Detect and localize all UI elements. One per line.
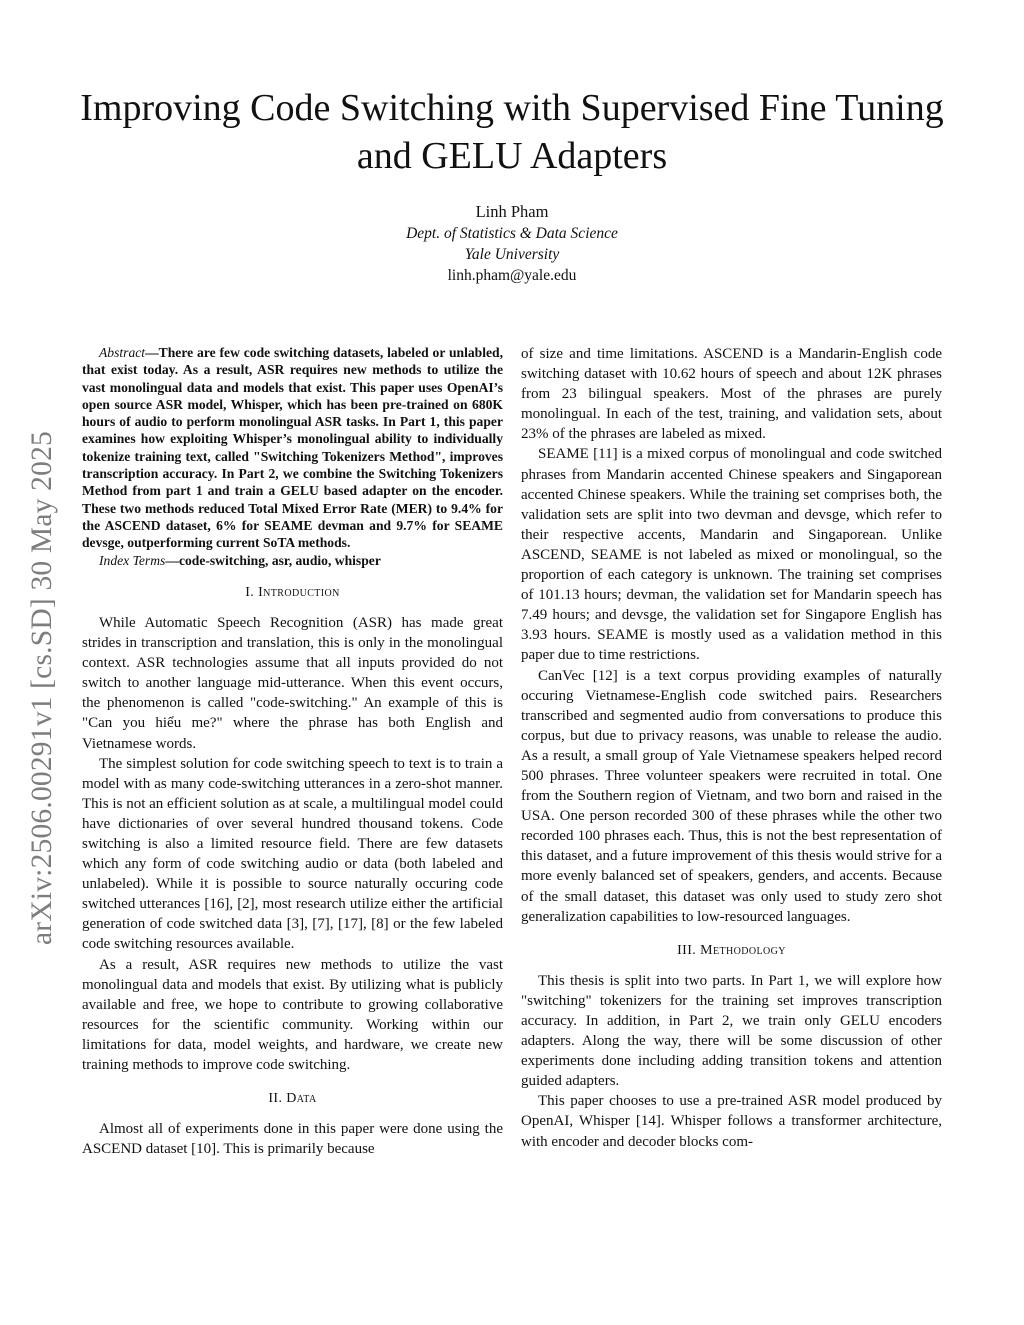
abstract: Abstract—There are few code switching datasets, labeled or unlabled, that exist today. As a result, ASR requires new methods to utilize the vast monolingual data and models that exist. This paper uses OpenAI’s open source ASR model, Whisper, which has been pre-trained on 680K hours of audio to perform monolingual ASR tasks. In Part 1, this paper examines how exploiting Whisper’s monolingual ability to individually tokenize training text, called "Switching Tokenizers Method", improves transcription accuracy. In Part 2, we combine the Switching Tokenizers Method from part 1 and train a GELU based adapter on the encoder. These two methods reduced Total Mixed Error Rate (MER) to 9.4% for the ASCEND dataset, 6% for SEAME devman and 9.7% for SEAME devsge, outperforming current SoTA methods. <box>82 345 503 551</box>
paper-title: Improving Code Switching with Supervised Fine Tuning and GELU Adapters <box>80 87 944 177</box>
paragraph-intro-1: While Automatic Speech Recognition (ASR) has made great strides in transcription and translation, this is only in the monolingual context. ASR technologies assume that all inputs provided do not switch to another language mid-utterance. When this event occurs, the phenomenon is called "code-switching." An example of this is "Can you hiểu me?" where the phrase has both English and Vietnamese words. <box>82 614 503 752</box>
paragraph-data-1: Almost all of experiments done in this paper were done using the ASCEND dataset [10]. This is primarily because <box>82 1121 503 1158</box>
paragraph-method-2: This paper chooses to use a pre-trained ASR model produced by OpenAI, Whisper [14]. Whisper follows a transformer architecture, with encoder and decoder blocks com- <box>521 1093 942 1150</box>
abstract-lead: Abstract <box>99 345 146 360</box>
paragraph-canvec: CanVec [12] is a text corpus providing examples of naturally occuring Vietnamese-English code switched pairs. Researchers transcribed and segmented audio from conversations to produce this corpus, but due to privacy reasons, was unable to release the audio. As a result, a small group of Yale Vietnamese speakers helped record 500 phrases. Three volunteer speakers were recruited in total. One from the Southern region of Vietnam, and two born and raised in the USA. One person recorded 300 of these phrases while the other two recorded 100 phrases each. Thus, this is not the best representation of this dataset, and a future improvement of this thesis would strive for a more evenly balanced set of speakers, genders, and accents. Because of the small dataset, this dataset was only used to study zero shot generalization capabilities to low-resourced languages. <box>521 667 942 925</box>
abstract-text: There are few code switching datasets, labeled or unlabled, that exist today. As a result, ASR requires new methods to utilize the vast monolingual data and models that exist. This paper uses OpenAI’s open source ASR model, Whisper, which has been pre-trained on 680K hours of audio to perform monolingual ASR tasks. In Part 1, this paper examines how exploiting Whisper’s monolingual ability to individually tokenize training text, called "Switching Tokenizers Method", improves transcription accuracy. In Part 2, we combine the Switching Tokenizers Method from part 1 and train a GELU based adapter on the encoder. These two methods reduced Total Mixed Error Rate (MER) to 9.4% for the ASCEND dataset, 6% for SEAME devman and 9.7% for SEAME devsge, outperforming current SoTA methods. <box>82 345 503 551</box>
author-email: linh.pham@yale.edu <box>447 267 577 284</box>
author-university: Yale University <box>464 246 560 263</box>
author-block <box>262 201 762 286</box>
index-terms-lead: Index Terms <box>99 552 166 568</box>
paragraph-seame: SEAME [11] is a mixed corpus of monolingual and code switched phrases from Mandarin accented Chinese speakers and Singaporean accented Chinese speakers. While the training set comprises both, the validation sets are split into two devman and devsge, which refer to their respective accents, Mandarin and Singaporean. Unlike ASCEND, SEAME is not labeled as mixed or monolingual, so the proportion of each category is unknown. The training set comprises of 101.13 hours; devman, the validation set for Mandarin speech has 7.49 hours; and devsge, the validation set for Singapore English has 3.93 hours. SEAME is mostly used as a validation method in this paper due to time restrictions. <box>521 446 942 664</box>
arxiv-identifier: arXiv:2506.00291v1 [cs.SD] 30 May 2025 <box>26 431 58 945</box>
index-terms-text: code-switching, asr, audio, whisper <box>178 552 381 568</box>
paragraph-data-continued: of size and time limitations. ASCEND is a Mandarin-English code switching dataset with 10.62 hours of speech and about 12K phrases from 23 bilingual speakers. Most of the phrases are purely monolingual. In each of the test, training, and validation sets, about 23% of the phrases are labeled as mixed. <box>521 346 942 443</box>
section-heading-data: II. Data <box>268 1091 317 1107</box>
author-department: Dept. of Statistics & Data Science <box>406 225 618 242</box>
index-terms: Index Terms—code-switching, asr, audio, whisper <box>99 552 381 568</box>
left-column <box>82 344 503 1159</box>
author-name: Linh Pham <box>475 202 549 221</box>
paragraph-intro-3: As a result, ASR requires new methods to utilize the vast monolingual data and models that exist. By utilizing what is publicly available and free, we hope to contribute to growing collaborative resources for the scientific community. Working within our limitations for data, model weights, and hardware, we create new training methods to improve code switching. <box>82 956 503 1074</box>
right-column <box>521 344 942 1152</box>
paragraph-intro-2: The simplest solution for code switching speech to text is to train a model with as many code-switching utterances in a zero-shot manner. This is not an efficient solution as at scale, a multilingual model could have dictionaries of over several hundred thousand tokens. Code switching is also a limited resource field. There are few datasets which any form of code switching audio or data (both labeled and unlabeled). While it is possible to source naturally occuring code switched utterances [16], [2], most research utilize either the artificial generation of code switched data [3], [7], [17], [8] or the few labeled code switching resources available. <box>82 755 503 953</box>
paragraph-method-1: This thesis is split into two parts. In Part 1, we will explore how "switching" tokenizers for the training set improves transcription accuracy. In addition, in Part 2, we train only GELU encoders adapters. Along the way, there will be some discussion of other experiments done including adding transition tokens and attention guided adapters. <box>521 972 942 1090</box>
section-heading-methodology: III. Methodology <box>677 942 786 958</box>
section-heading-introduction: I. Introduction <box>245 584 340 600</box>
